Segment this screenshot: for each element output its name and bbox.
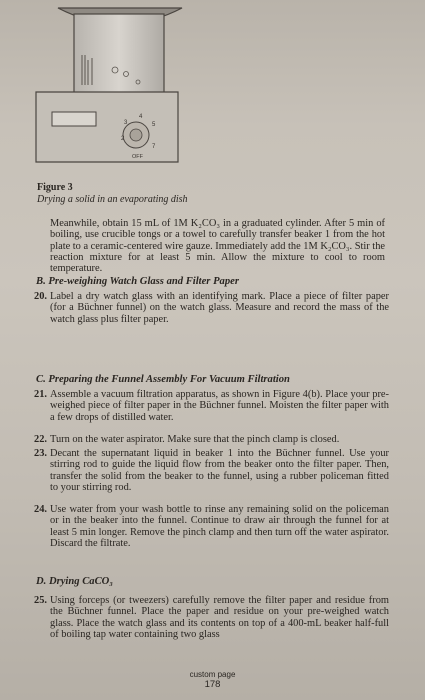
step-number: 21. <box>34 389 47 400</box>
step-text: Using forceps (or tweezers) carefully remove the filter paper and residue from the Büchner funnel. Place the paper and residue on your pre-weighed watch glass. Place the watch glass and its contents on top of a 400-mL beaker half-full of boiling tap water containing two glass <box>50 595 389 640</box>
step-number: 23. <box>34 448 47 459</box>
step-23 <box>34 448 389 493</box>
step-number: 22. <box>34 434 47 445</box>
step-text: Label a dry watch glass with an identifying mark. Place a piece of filter paper (for a Büchner funnel) on the watch glass. Measure and record the mass of the watch glass plus filter paper. <box>50 291 389 325</box>
step-number: 24. <box>34 504 47 515</box>
step-21 <box>34 389 389 423</box>
section-b-heading: B. Pre-weighing Watch Glass and Filter Paper <box>36 276 239 287</box>
dial-label-2: 2 <box>121 136 125 142</box>
step-text: Turn on the water aspirator. Make sure that the pinch clamp is closed. <box>50 434 340 445</box>
step-20 <box>34 291 389 325</box>
figure-3 <box>0 0 425 180</box>
section-d-heading: D. Drying CaCO₃ <box>36 576 113 587</box>
hot-plate <box>36 92 178 162</box>
step-number: 20. <box>34 291 47 302</box>
step-text: Decant the supernatant liquid in beaker 1 into the Büchner funnel. Use your stirring rod to guide the liquid flow from the beaker onto the filter paper. Then, transfer the solid from the beaker to the funnel, using a rubber policeman fitted to your stirring rod. <box>50 448 389 493</box>
hot-plate-illustration <box>0 0 425 180</box>
step-number: 25. <box>34 595 47 606</box>
hot-plate-display <box>52 112 96 126</box>
dial-label-5: 5 <box>152 122 156 128</box>
figure-caption <box>37 182 188 206</box>
section-c-heading: C. Preparing the Funnel Assembly For Vacuum Filtration <box>36 374 290 385</box>
dial-label-7: 7 <box>152 144 156 150</box>
page-number: 178 <box>204 679 221 690</box>
figure-description: Drying a solid in an evaporating dish <box>37 194 188 205</box>
step-text: Assemble a vacuum filtration apparatus, as shown in Figure 4(b). Place your pre-weighed piece of filter paper in the Büchner funnel. Moisten the filter paper with a few drops of distilled water. <box>50 389 389 423</box>
dial-label-3: 3 <box>124 120 128 126</box>
page-footer <box>0 670 425 690</box>
dial-off-label: OFF <box>132 154 143 160</box>
custom-page-label: custom page <box>189 670 236 679</box>
step-22 <box>34 434 389 445</box>
figure-number: Figure 3 <box>37 182 73 193</box>
step-24 <box>34 504 389 549</box>
step-text: Use water from your wash bottle to rinse any remaining solid on the policeman or in the beaker into the funnel. Continue to draw air through the funnel for at least 5 min longer. Remove the pinch clamp and then turn off the water aspirator. Discard the filtrate. <box>50 504 389 549</box>
intro-paragraph: Meanwhile, obtain 15 mL of 1M K₂CO₃ in a graduated cylinder. After 5 min of boiling, use crucible tongs or a towel to carefully transfer beaker 1 from the hot plate to a ceramic-centered wire gauze. Immediately add the 1M K₂CO₃. Stir the reaction mixture for at least 5 min. Allow the mixture to cool to room temperature. <box>50 218 385 275</box>
dial-label-4: 4 <box>139 114 143 120</box>
step-25 <box>34 595 389 640</box>
